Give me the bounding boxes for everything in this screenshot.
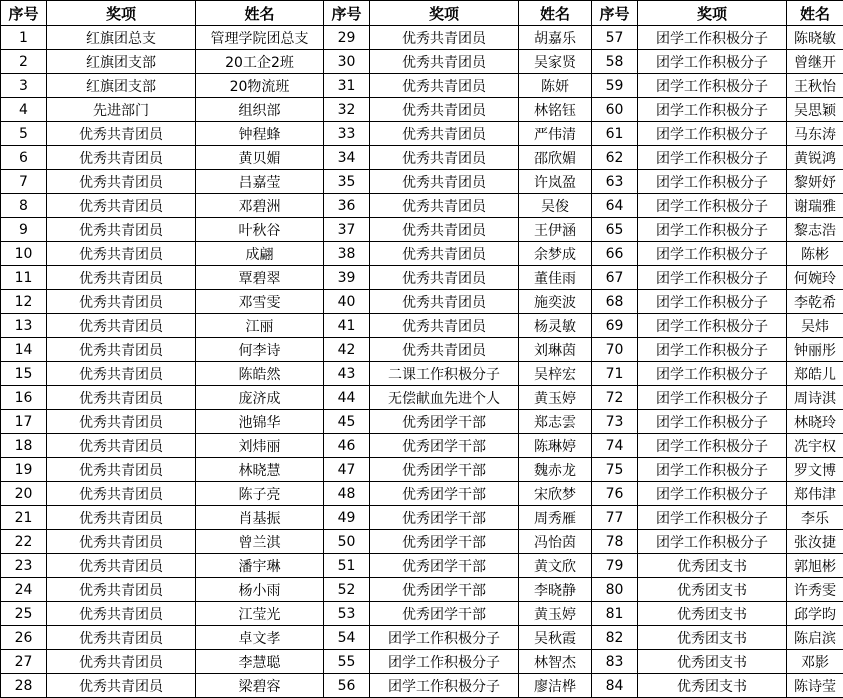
cell-award: 团学工作积极分子 (638, 50, 787, 74)
cell-award: 团学工作积极分子 (370, 650, 519, 674)
cell-name: 郑皓儿 (787, 362, 843, 386)
cell-name: 董佳雨 (519, 266, 592, 290)
cell-index: 76 (592, 482, 638, 506)
cell-name: 覃碧翠 (196, 266, 324, 290)
cell-award: 优秀共青团员 (47, 554, 196, 578)
cell-award: 团学工作积极分子 (638, 266, 787, 290)
cell-index: 57 (592, 26, 638, 50)
cell-award: 团学工作积极分子 (638, 530, 787, 554)
cell-index: 42 (324, 338, 370, 362)
cell-name: 马东涛 (787, 122, 843, 146)
table-row (1, 170, 843, 194)
cell-award: 团学工作积极分子 (638, 362, 787, 386)
cell-award: 团学工作积极分子 (370, 626, 519, 650)
table-row (1, 554, 843, 578)
cell-name: 黄玉婷 (519, 602, 592, 626)
cell-index: 38 (324, 242, 370, 266)
cell-name: 刘炜丽 (196, 434, 324, 458)
cell-award: 优秀团学干部 (370, 578, 519, 602)
cell-name: 叶秋谷 (196, 218, 324, 242)
cell-award: 优秀共青团员 (47, 674, 196, 698)
cell-name: 潘宇琳 (196, 554, 324, 578)
cell-index: 35 (324, 170, 370, 194)
cell-award: 优秀共青团员 (47, 434, 196, 458)
cell-index: 66 (592, 242, 638, 266)
cell-name: 廖洁桦 (519, 674, 592, 698)
cell-index: 4 (1, 98, 47, 122)
cell-name: 邓影 (787, 650, 843, 674)
cell-index: 48 (324, 482, 370, 506)
cell-name: 李乐 (787, 506, 843, 530)
header-name: 姓名 (196, 1, 324, 26)
header-award: 奖项 (638, 1, 787, 26)
cell-name: 管理学院团总支 (196, 26, 324, 50)
cell-name: 邓碧洲 (196, 194, 324, 218)
cell-name: 陈子亮 (196, 482, 324, 506)
cell-award: 红旗团总支 (47, 26, 196, 50)
cell-index: 22 (1, 530, 47, 554)
cell-name: 何婉玲 (787, 266, 843, 290)
table-row (1, 74, 843, 98)
cell-name: 钟丽彤 (787, 338, 843, 362)
cell-index: 71 (592, 362, 638, 386)
cell-index: 32 (324, 98, 370, 122)
table-row (1, 26, 843, 50)
cell-index: 28 (1, 674, 47, 698)
cell-index: 26 (1, 626, 47, 650)
cell-index: 53 (324, 602, 370, 626)
cell-award: 团学工作积极分子 (638, 194, 787, 218)
cell-name: 陈彬 (787, 242, 843, 266)
cell-award: 团学工作积极分子 (638, 290, 787, 314)
cell-index: 23 (1, 554, 47, 578)
header-index: 序号 (1, 1, 47, 26)
cell-award: 优秀共青团员 (47, 290, 196, 314)
cell-index: 43 (324, 362, 370, 386)
cell-name: 王伊涵 (519, 218, 592, 242)
cell-award: 优秀团支书 (638, 602, 787, 626)
cell-award: 优秀共青团员 (47, 530, 196, 554)
cell-index: 1 (1, 26, 47, 50)
cell-name: 陈诗莹 (787, 674, 843, 698)
cell-award: 优秀共青团员 (47, 266, 196, 290)
cell-name: 黄锐鸿 (787, 146, 843, 170)
cell-award: 优秀团学干部 (370, 458, 519, 482)
cell-award: 优秀共青团员 (47, 338, 196, 362)
cell-index: 81 (592, 602, 638, 626)
table-row (1, 458, 843, 482)
cell-index: 34 (324, 146, 370, 170)
cell-index: 18 (1, 434, 47, 458)
cell-award: 优秀共青团员 (47, 170, 196, 194)
cell-award: 优秀团学干部 (370, 482, 519, 506)
cell-index: 52 (324, 578, 370, 602)
table-row (1, 362, 843, 386)
cell-award: 优秀团支书 (638, 578, 787, 602)
cell-name: 何李诗 (196, 338, 324, 362)
cell-index: 29 (324, 26, 370, 50)
cell-index: 27 (1, 650, 47, 674)
cell-award: 优秀共青团员 (370, 218, 519, 242)
cell-name: 杨灵敏 (519, 314, 592, 338)
cell-name: 陈启滨 (787, 626, 843, 650)
cell-name: 组织部 (196, 98, 324, 122)
cell-name: 吴俊 (519, 194, 592, 218)
cell-name: 郑志雲 (519, 410, 592, 434)
table-row (1, 98, 843, 122)
cell-award: 团学工作积极分子 (638, 170, 787, 194)
cell-name: 刘琳茵 (519, 338, 592, 362)
cell-name: 成翩 (196, 242, 324, 266)
cell-index: 5 (1, 122, 47, 146)
cell-index: 74 (592, 434, 638, 458)
cell-index: 72 (592, 386, 638, 410)
cell-name: 邱学昀 (787, 602, 843, 626)
cell-award: 优秀共青团员 (47, 482, 196, 506)
cell-name: 江丽 (196, 314, 324, 338)
cell-award: 优秀共青团员 (47, 242, 196, 266)
cell-name: 许岚盈 (519, 170, 592, 194)
cell-award: 优秀共青团员 (370, 50, 519, 74)
cell-index: 9 (1, 218, 47, 242)
cell-name: 周诗淇 (787, 386, 843, 410)
cell-award: 团学工作积极分子 (638, 410, 787, 434)
table-row (1, 626, 843, 650)
cell-award: 优秀共青团员 (47, 386, 196, 410)
cell-name: 邓雪雯 (196, 290, 324, 314)
cell-index: 67 (592, 266, 638, 290)
cell-award: 优秀共青团员 (370, 266, 519, 290)
cell-index: 62 (592, 146, 638, 170)
cell-name: 周秀雁 (519, 506, 592, 530)
cell-index: 7 (1, 170, 47, 194)
cell-name: 魏赤龙 (519, 458, 592, 482)
cell-index: 78 (592, 530, 638, 554)
cell-name: 吴思颖 (787, 98, 843, 122)
table-row (1, 386, 843, 410)
cell-name: 吴梓宏 (519, 362, 592, 386)
cell-award: 团学工作积极分子 (638, 506, 787, 530)
table-row (1, 482, 843, 506)
cell-award: 团学工作积极分子 (638, 146, 787, 170)
cell-award: 优秀共青团员 (47, 194, 196, 218)
cell-index: 83 (592, 650, 638, 674)
cell-index: 21 (1, 506, 47, 530)
cell-index: 45 (324, 410, 370, 434)
cell-name: 黄玉婷 (519, 386, 592, 410)
cell-name: 杨小雨 (196, 578, 324, 602)
cell-award: 优秀共青团员 (370, 26, 519, 50)
cell-award: 优秀共青团员 (370, 290, 519, 314)
cell-name: 林智杰 (519, 650, 592, 674)
cell-index: 69 (592, 314, 638, 338)
cell-award: 团学工作积极分子 (638, 74, 787, 98)
cell-name: 黎妍妤 (787, 170, 843, 194)
cell-award: 先进部门 (47, 98, 196, 122)
table-row (1, 410, 843, 434)
cell-index: 84 (592, 674, 638, 698)
cell-award: 团学工作积极分子 (638, 386, 787, 410)
cell-index: 63 (592, 170, 638, 194)
cell-name: 黄贝媚 (196, 146, 324, 170)
cell-index: 47 (324, 458, 370, 482)
cell-name: 邵欣媚 (519, 146, 592, 170)
cell-name: 钟程蜂 (196, 122, 324, 146)
cell-index: 31 (324, 74, 370, 98)
cell-index: 70 (592, 338, 638, 362)
cell-award: 团学工作积极分子 (638, 98, 787, 122)
cell-name: 许秀雯 (787, 578, 843, 602)
cell-index: 41 (324, 314, 370, 338)
cell-index: 14 (1, 338, 47, 362)
cell-award: 红旗团支部 (47, 74, 196, 98)
cell-index: 44 (324, 386, 370, 410)
cell-index: 12 (1, 290, 47, 314)
cell-name: 黎志浩 (787, 218, 843, 242)
cell-index: 77 (592, 506, 638, 530)
cell-award: 优秀共青团员 (47, 602, 196, 626)
cell-award: 优秀团支书 (638, 626, 787, 650)
cell-index: 55 (324, 650, 370, 674)
cell-award: 优秀共青团员 (47, 218, 196, 242)
table-row (1, 290, 843, 314)
cell-award: 优秀共青团员 (47, 626, 196, 650)
cell-index: 13 (1, 314, 47, 338)
cell-award: 二课工作积极分子 (370, 362, 519, 386)
cell-name: 庞济成 (196, 386, 324, 410)
cell-name: 吴家贤 (519, 50, 592, 74)
cell-award: 优秀共青团员 (370, 74, 519, 98)
cell-name: 卓文孝 (196, 626, 324, 650)
cell-award: 优秀共青团员 (370, 314, 519, 338)
cell-index: 24 (1, 578, 47, 602)
header-award: 奖项 (370, 1, 519, 26)
header-row (1, 1, 843, 26)
table-row (1, 266, 843, 290)
table-row (1, 242, 843, 266)
cell-name: 林铭钰 (519, 98, 592, 122)
cell-index: 79 (592, 554, 638, 578)
cell-award: 优秀共青团员 (370, 170, 519, 194)
cell-index: 56 (324, 674, 370, 698)
cell-award: 红旗团支部 (47, 50, 196, 74)
cell-name: 陈琳婷 (519, 434, 592, 458)
table-row (1, 530, 843, 554)
cell-award: 优秀共青团员 (370, 194, 519, 218)
cell-index: 25 (1, 602, 47, 626)
cell-award: 优秀共青团员 (47, 314, 196, 338)
cell-award: 优秀团学干部 (370, 530, 519, 554)
table-row (1, 194, 843, 218)
cell-name: 陈皓然 (196, 362, 324, 386)
cell-award: 优秀团学干部 (370, 506, 519, 530)
table-row (1, 146, 843, 170)
cell-award: 团学工作积极分子 (638, 242, 787, 266)
cell-award: 优秀共青团员 (47, 122, 196, 146)
table-row (1, 674, 843, 698)
table-body (1, 26, 843, 698)
cell-name: 胡嘉乐 (519, 26, 592, 50)
cell-index: 39 (324, 266, 370, 290)
cell-award: 团学工作积极分子 (638, 434, 787, 458)
cell-index: 8 (1, 194, 47, 218)
cell-award: 优秀共青团员 (370, 146, 519, 170)
cell-award: 优秀团学干部 (370, 602, 519, 626)
cell-name: 李乾希 (787, 290, 843, 314)
cell-index: 68 (592, 290, 638, 314)
cell-name: 20物流班 (196, 74, 324, 98)
cell-index: 58 (592, 50, 638, 74)
cell-name: 江莹光 (196, 602, 324, 626)
table-row (1, 218, 843, 242)
cell-award: 优秀共青团员 (47, 578, 196, 602)
table-row (1, 122, 843, 146)
cell-name: 陈妍 (519, 74, 592, 98)
cell-award: 优秀团支书 (638, 554, 787, 578)
cell-index: 51 (324, 554, 370, 578)
cell-name: 罗文博 (787, 458, 843, 482)
cell-award: 团学工作积极分子 (638, 458, 787, 482)
cell-index: 20 (1, 482, 47, 506)
cell-name: 冼宇权 (787, 434, 843, 458)
cell-name: 谢瑞雅 (787, 194, 843, 218)
cell-index: 59 (592, 74, 638, 98)
cell-award: 优秀团支书 (638, 650, 787, 674)
cell-award: 无偿献血先进个人 (370, 386, 519, 410)
cell-index: 10 (1, 242, 47, 266)
cell-award: 团学工作积极分子 (638, 482, 787, 506)
cell-award: 团学工作积极分子 (638, 338, 787, 362)
cell-award: 优秀团学干部 (370, 410, 519, 434)
header-index: 序号 (324, 1, 370, 26)
cell-index: 64 (592, 194, 638, 218)
cell-award: 团学工作积极分子 (638, 122, 787, 146)
cell-award: 团学工作积极分子 (370, 674, 519, 698)
cell-index: 6 (1, 146, 47, 170)
cell-name: 张汝捷 (787, 530, 843, 554)
cell-name: 肖基振 (196, 506, 324, 530)
cell-name: 曾继开 (787, 50, 843, 74)
cell-name: 王秋怡 (787, 74, 843, 98)
cell-award: 优秀共青团员 (47, 650, 196, 674)
cell-name: 黄文欣 (519, 554, 592, 578)
cell-index: 40 (324, 290, 370, 314)
cell-name: 施奕波 (519, 290, 592, 314)
cell-award: 优秀团学干部 (370, 554, 519, 578)
cell-name: 郭旭彬 (787, 554, 843, 578)
cell-index: 75 (592, 458, 638, 482)
table-row (1, 338, 843, 362)
header-award: 奖项 (47, 1, 196, 26)
cell-index: 15 (1, 362, 47, 386)
cell-name: 李晓静 (519, 578, 592, 602)
cell-name: 陈晓敏 (787, 26, 843, 50)
cell-name: 吕嘉莹 (196, 170, 324, 194)
cell-name: 吴炜 (787, 314, 843, 338)
cell-award: 优秀共青团员 (370, 98, 519, 122)
cell-name: 郑伟津 (787, 482, 843, 506)
cell-name: 林晓慧 (196, 458, 324, 482)
cell-index: 19 (1, 458, 47, 482)
cell-index: 49 (324, 506, 370, 530)
cell-index: 65 (592, 218, 638, 242)
cell-award: 优秀共青团员 (47, 506, 196, 530)
cell-award: 优秀团学干部 (370, 434, 519, 458)
cell-name: 严伟清 (519, 122, 592, 146)
cell-name: 曾兰淇 (196, 530, 324, 554)
cell-index: 46 (324, 434, 370, 458)
cell-award: 优秀共青团员 (370, 122, 519, 146)
cell-index: 54 (324, 626, 370, 650)
cell-index: 33 (324, 122, 370, 146)
cell-name: 宋欣梦 (519, 482, 592, 506)
cell-index: 3 (1, 74, 47, 98)
cell-name: 李慧聪 (196, 650, 324, 674)
table-row (1, 50, 843, 74)
cell-index: 50 (324, 530, 370, 554)
table-row (1, 506, 843, 530)
cell-index: 61 (592, 122, 638, 146)
cell-index: 36 (324, 194, 370, 218)
header-name: 姓名 (519, 1, 592, 26)
cell-award: 优秀共青团员 (370, 242, 519, 266)
header-index: 序号 (592, 1, 638, 26)
header-name: 姓名 (787, 1, 843, 26)
cell-award: 团学工作积极分子 (638, 26, 787, 50)
cell-award: 优秀团支书 (638, 674, 787, 698)
cell-index: 30 (324, 50, 370, 74)
cell-name: 林晓玲 (787, 410, 843, 434)
cell-award: 优秀共青团员 (47, 146, 196, 170)
table-row (1, 578, 843, 602)
cell-index: 73 (592, 410, 638, 434)
cell-name: 冯怡茵 (519, 530, 592, 554)
cell-name: 吴秋霞 (519, 626, 592, 650)
cell-name: 20工企2班 (196, 50, 324, 74)
cell-award: 团学工作积极分子 (638, 314, 787, 338)
cell-index: 37 (324, 218, 370, 242)
cell-name: 池锦华 (196, 410, 324, 434)
cell-index: 2 (1, 50, 47, 74)
cell-award: 优秀共青团员 (47, 362, 196, 386)
table-row (1, 314, 843, 338)
cell-index: 80 (592, 578, 638, 602)
cell-name: 梁碧容 (196, 674, 324, 698)
table-row (1, 434, 843, 458)
cell-award: 优秀共青团员 (370, 338, 519, 362)
cell-index: 11 (1, 266, 47, 290)
cell-award: 优秀共青团员 (47, 410, 196, 434)
cell-name: 余梦成 (519, 242, 592, 266)
cell-index: 16 (1, 386, 47, 410)
table-row (1, 650, 843, 674)
cell-award: 团学工作积极分子 (638, 218, 787, 242)
table-row (1, 602, 843, 626)
cell-award: 优秀共青团员 (47, 458, 196, 482)
cell-index: 82 (592, 626, 638, 650)
cell-index: 60 (592, 98, 638, 122)
cell-index: 17 (1, 410, 47, 434)
